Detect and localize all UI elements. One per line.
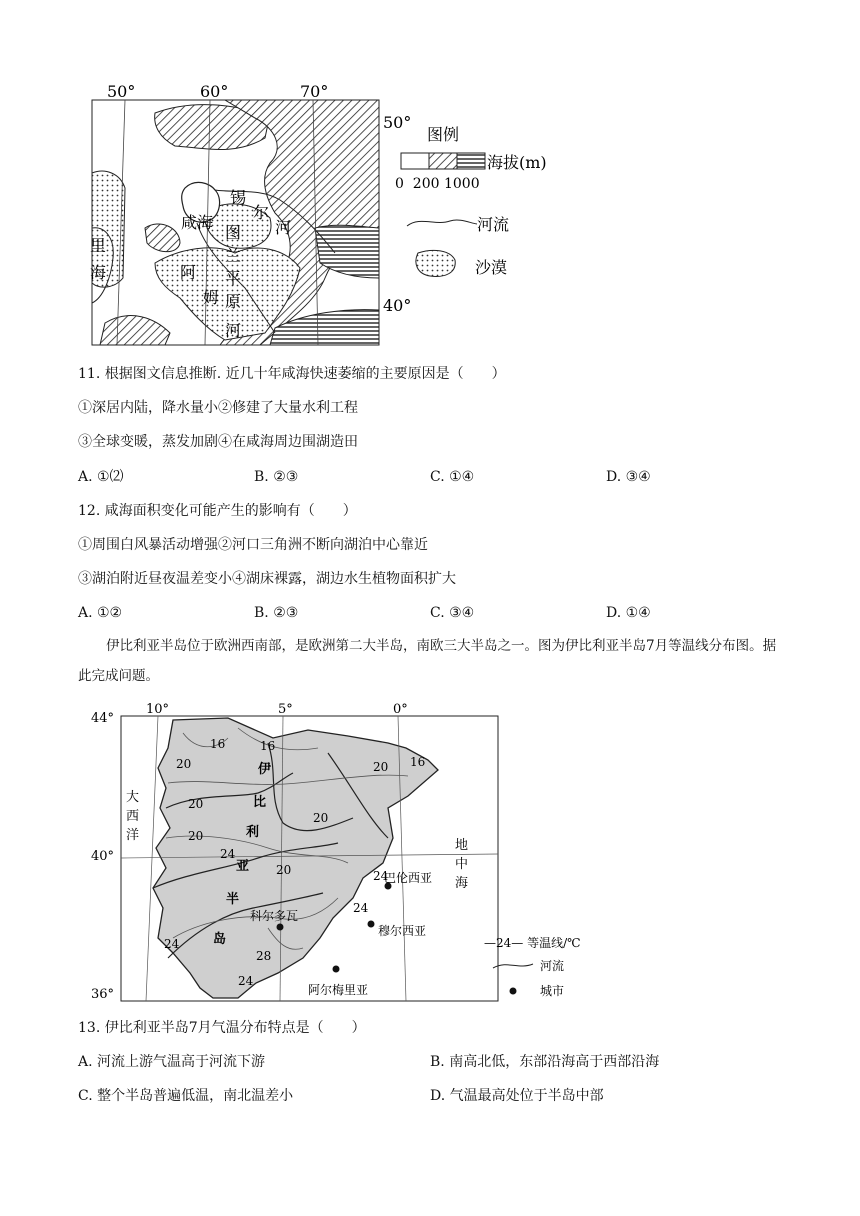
label-turan-4: 原 (225, 292, 242, 311)
isotherm-value: 24 (220, 847, 236, 861)
label-syr-2: 尔 (253, 203, 270, 222)
lat-label-40: 40° (91, 849, 115, 864)
label-caspian-1: 里 (90, 236, 107, 255)
intro-paragraph: 伊比利亚半岛位于欧洲西南部，是欧洲第二大半岛，南欧三大半岛之一。图为伊比利亚半岛7月等温线分布图。据此完成问题。 (78, 638, 777, 684)
lon-label-70: 70° (300, 82, 329, 101)
label-med-2: 中 (455, 857, 469, 872)
label-caspian-2: 海 (90, 263, 107, 282)
legend-title: 图例 (427, 125, 460, 144)
peninsula-char-2: 比 (253, 795, 267, 810)
q13-option-b[interactable]: B. 南高北低，东部沿海高于西部沿海 (430, 1054, 660, 1070)
lon-label-0: 0° (393, 702, 408, 717)
q13-stem: 13. 伊比利亚半岛7月气温分布特点是（ ） (78, 1020, 366, 1036)
lat-label-40: 40° (383, 296, 412, 315)
isotherm-value: 20 (188, 829, 204, 843)
q13-option-d[interactable]: D. 气温最高处位于半岛中部 (430, 1088, 604, 1104)
isotherm-value: 24 (238, 974, 254, 988)
label-aral-sea: 咸海 (181, 213, 214, 232)
q13-option-c[interactable]: C. 整个半岛普遍低温，南北温差小 (78, 1088, 294, 1104)
legend-city: 城市 (540, 984, 565, 998)
city-label-cordoba: 科尔多瓦 (250, 909, 299, 923)
isotherm-value: 20 (313, 811, 329, 825)
q12-statement-line1: ①周围白风暴活动增强②河口三角洲不断向湖泊中心靠近 (78, 537, 428, 553)
label-amu-1: 阿 (180, 263, 197, 282)
q12-option-d[interactable]: D. ①④ (606, 605, 651, 621)
isotherm-value: 24 (353, 901, 369, 915)
legend-river: 河流 (540, 959, 565, 973)
label-syr-3: 河 (275, 218, 292, 237)
city-label-murcia: 穆尔西亚 (378, 924, 427, 938)
lat-label-44: 44° (91, 711, 115, 726)
peninsula-char-6: 岛 (213, 932, 227, 947)
q12-option-a[interactable]: A. ①② (78, 605, 123, 621)
isotherm-value: 24 (373, 869, 389, 883)
q11-option-a[interactable]: A. ①⑵ (78, 469, 124, 485)
legend-city-dot (510, 988, 517, 995)
legend-elev-ticks: 0 200 1000 (395, 176, 480, 192)
lat-label-50: 50° (383, 113, 412, 132)
q12-statement-line2: ③湖泊附近昼夜温差变小④湖床裸露，湖边水生植物面积扩大 (78, 571, 456, 587)
q13-option-a[interactable]: A. 河流上游气温高于河流下游 (78, 1054, 266, 1070)
label-turan-3: 平 (225, 269, 242, 288)
lon-label-10w: 10° (146, 702, 170, 717)
label-atlantic-3: 洋 (126, 828, 140, 843)
q12-stem: 12. 咸海面积变化可能产生的影响有（ ） (78, 503, 357, 519)
peninsula-char-4: 亚 (236, 859, 250, 874)
lon-label-50: 50° (107, 82, 136, 101)
isotherm-value: 20 (176, 757, 192, 771)
city-marker-almeria (333, 966, 340, 973)
iberia-isotherm-map (88, 698, 608, 1010)
lon-label-60: 60° (200, 82, 229, 101)
label-turan-2: 兰 (225, 246, 242, 265)
q11-stem: 11. 根据图文信息推断. 近几十年咸海快速萎缩的主要原因是（ ） (78, 366, 506, 382)
label-atlantic-2: 西 (126, 809, 140, 824)
q12-option-b[interactable]: B. ②③ (254, 605, 299, 621)
legend-elev-label: 海拔(m) (487, 153, 547, 172)
legend-desert-label: 沙漠 (475, 258, 508, 277)
label-syr-1: 锡 (230, 188, 247, 207)
city-marker-murcia (368, 921, 375, 928)
lon-label-5w: 5° (278, 702, 293, 717)
label-med-3: 海 (455, 876, 469, 891)
q11-statement-line1: ①深居内陆，降水量小②修建了大量水利工程 (78, 400, 358, 416)
q11-option-d[interactable]: D. ③④ (606, 469, 651, 485)
isotherm-value: 20 (188, 797, 204, 811)
isotherm-value: 28 (256, 949, 272, 963)
isotherm-value: 20 (373, 760, 389, 774)
label-amu-2: 姆 (203, 288, 220, 307)
legend-river-label: 河流 (477, 215, 510, 234)
q11-option-c[interactable]: C. ①④ (430, 469, 475, 485)
city-label-valencia: 巴伦西亚 (384, 871, 433, 885)
legend-isotherm: —24— 等温线/℃ (484, 936, 581, 950)
aral-sea-map (85, 78, 555, 346)
label-atlantic-1: 大 (126, 790, 140, 805)
city-marker-cordoba (277, 924, 284, 931)
label-turan-1: 图 (225, 223, 242, 242)
q12-option-c[interactable]: C. ③④ (430, 605, 475, 621)
label-amu-3: 河 (225, 321, 242, 340)
peninsula-char-5: 半 (226, 892, 240, 907)
isotherm-value: 16 (210, 737, 226, 751)
isotherm-value: 20 (276, 863, 292, 877)
peninsula-char-1: 伊 (258, 762, 272, 777)
city-label-almeria: 阿尔梅里亚 (308, 983, 369, 997)
q11-statement-line2: ③全球变暖，蒸发加剧④在咸海周边围湖造田 (78, 434, 358, 450)
isotherm-value: 24 (164, 937, 180, 951)
isotherm-value: 16 (260, 739, 276, 753)
label-med-1: 地 (455, 838, 469, 853)
q11-option-b[interactable]: B. ②③ (254, 469, 299, 485)
peninsula-char-3: 利 (246, 825, 260, 840)
lat-label-36: 36° (91, 987, 115, 1002)
isotherm-value: 16 (410, 755, 426, 769)
